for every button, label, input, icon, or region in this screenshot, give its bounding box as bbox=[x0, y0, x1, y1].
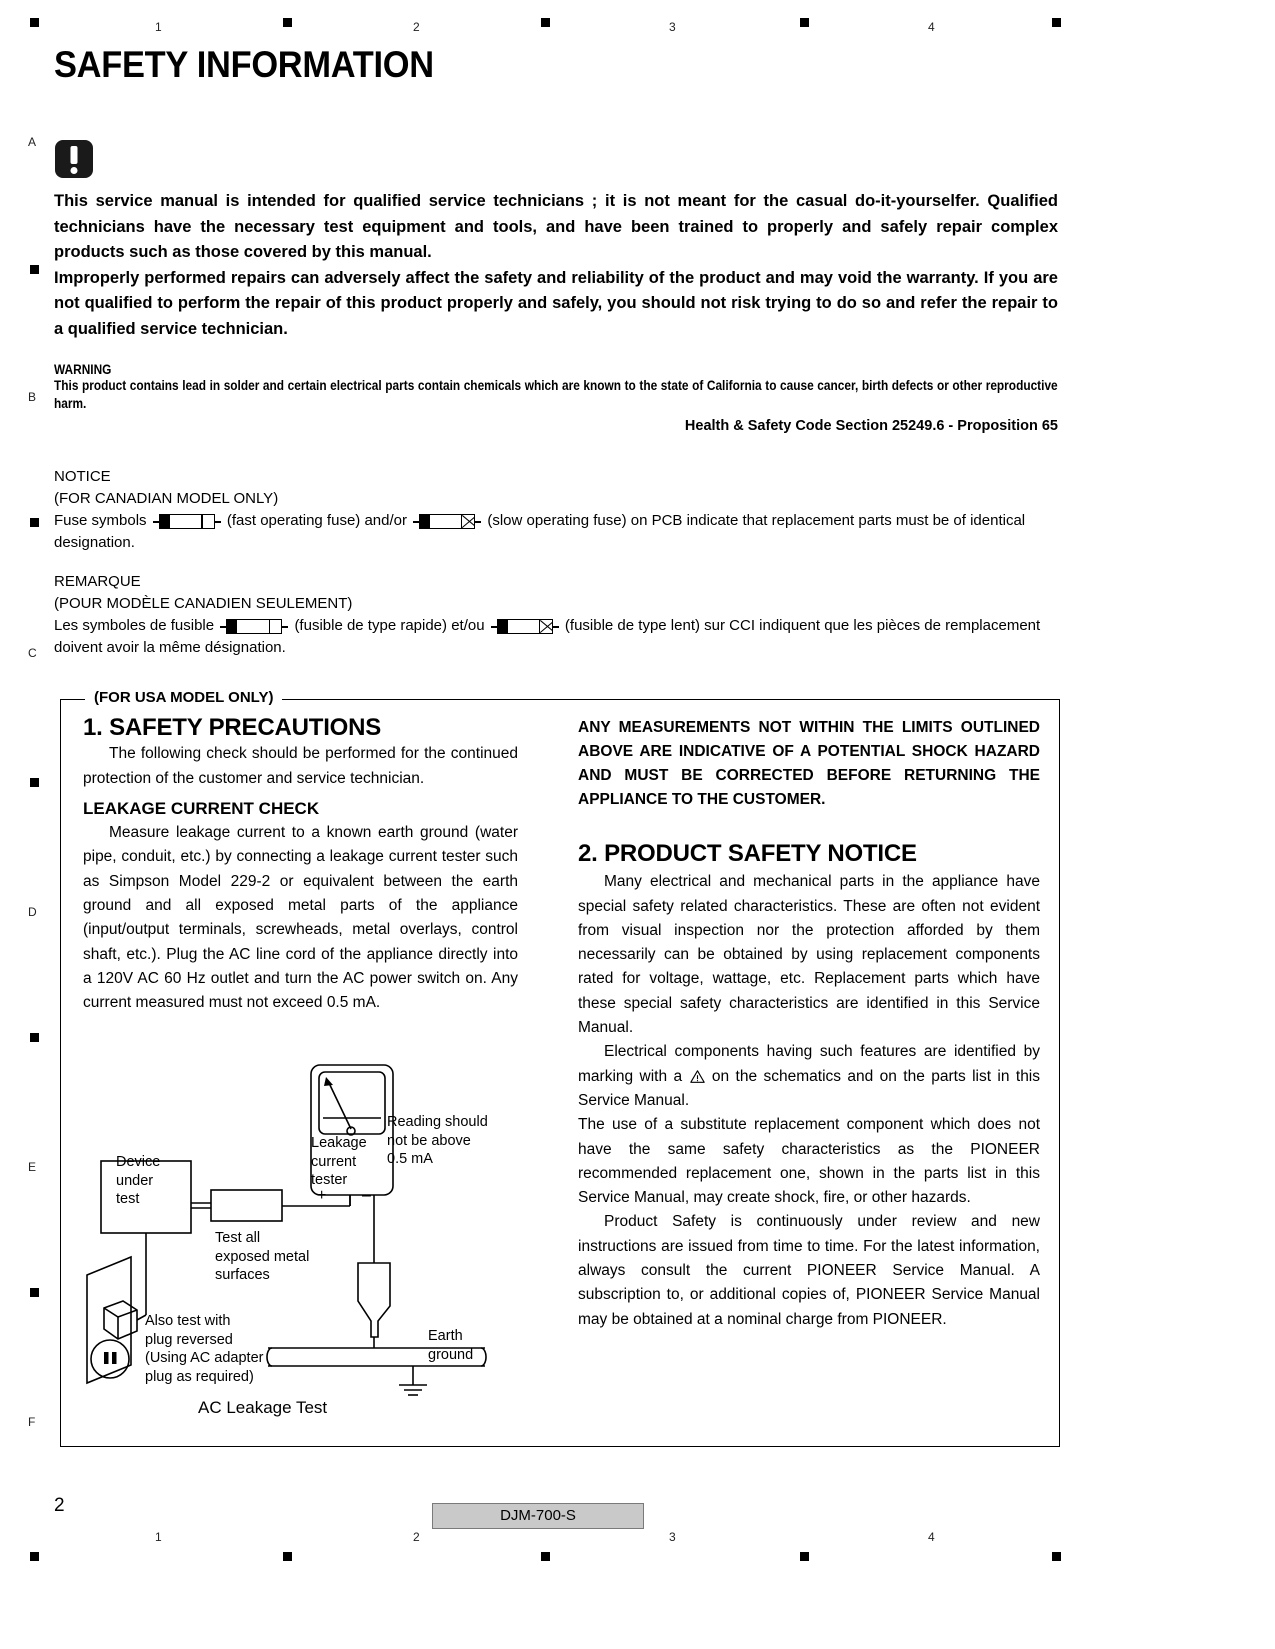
notice-fr-text-4: de remplacement doivent avoir la même désignation. bbox=[54, 617, 1041, 656]
page-number: 2 bbox=[54, 1495, 65, 1516]
notice-fr-subheading: (POUR MODÈLE CANADIEN SEULEMENT) bbox=[54, 595, 353, 612]
intro-paragraph-1: This service manual is intended for qualified service technicians ; it is not meant for the casual do-it-yourselfer. Qualified technicians have the necessary test equipment and tools, and have been trained to properly and safely repair complex products such as those covered by this manual. bbox=[54, 192, 1058, 261]
slow-fuse-symbol-icon bbox=[491, 619, 559, 634]
registration-mark bbox=[30, 778, 39, 787]
plug-reversed-label: Also test with plug reversed (Using AC adapter plug as required) bbox=[145, 1313, 264, 1385]
fast-fuse-symbol-icon bbox=[220, 619, 288, 634]
section-2-paragraph-3: The use of a substitute replacement component which does not have the same safety characteristics as the PIONEER recommended replacement one, shown in the parts list in this Service Manual, may create shock, fire, or other hazards. bbox=[578, 1116, 1040, 1207]
column-right bbox=[578, 716, 1040, 1332]
warning-triangle-icon bbox=[690, 1070, 705, 1083]
registration-mark bbox=[541, 18, 550, 27]
notice-fr-text-2: (fusible de type rapide) et/ou bbox=[294, 617, 485, 634]
section-2-paragraph-1: Many electrical and mechanical parts in the appliance have special safety related characteristics. These are often not evident from visual inspection nor the protection afforded by them necessarily can be obtained by using replacement components rated for voltage, wattage, etc. Replacement parts which have these special safety characteristics are identified in this Service Manual. bbox=[578, 873, 1040, 1037]
device-under-test-label: Device under test bbox=[116, 1154, 161, 1207]
registration-mark bbox=[283, 18, 292, 27]
section-2-paragraph-2-before: Electrical components having such features are identified by marking with a bbox=[578, 1043, 1040, 1085]
measurement-warning-text: ANY MEASUREMENTS NOT WITHIN THE LIMITS OUTLINED ABOVE ARE INDICATIVE OF A POTENTIAL SHOCK HAZARD AND MUST BE CORRECTED BEFORE RETURNING THE APPLIANCE TO THE CUSTOMER. bbox=[578, 719, 1040, 808]
registration-mark bbox=[800, 18, 809, 27]
fast-fuse-symbol-icon bbox=[153, 514, 221, 529]
slow-fuse-symbol-icon bbox=[413, 514, 481, 529]
row-letter-f: F bbox=[28, 1415, 36, 1429]
section-2-paragraph-2 bbox=[578, 1040, 1040, 1113]
intro-block bbox=[54, 189, 1058, 342]
registration-mark bbox=[30, 518, 39, 527]
section-2-paragraph-4: Product Safety is continuously under review and new instructions are issued from time to time. For the latest information, always consult the current PIONEER Service Manual. A subscription to, or additional copies of, PIONEER Service Manual may be obtained at a nominal charge from PIONEER. bbox=[578, 1213, 1040, 1328]
row-letter-a: A bbox=[28, 135, 37, 149]
test-all-surfaces-label: Test all exposed metal surfaces bbox=[215, 1230, 310, 1283]
row-letter-b: B bbox=[28, 390, 37, 404]
column-number-2-bottom: 2 bbox=[413, 1530, 420, 1544]
registration-mark bbox=[30, 265, 39, 274]
registration-mark bbox=[30, 1033, 39, 1042]
notice-en-text-4: be of identical designation. bbox=[54, 512, 1026, 551]
intro-paragraph-2: Improperly performed repairs can adversely affect the safety and reliability of the product and may void the warranty. If you are not qualified to perform the repair of this product properly and safely, you should not risk trying to do so and refer the repair to a qualified service technician. bbox=[54, 268, 1058, 338]
terminal-minus-label: – bbox=[362, 1187, 371, 1204]
section-2-paragraph-2-after: on the schematics and on the parts list in this Service Manual. bbox=[578, 1067, 1041, 1109]
earth-ground-label: Earth ground bbox=[428, 1328, 474, 1363]
notice-canadian-fr bbox=[54, 571, 1064, 659]
column-left bbox=[83, 716, 518, 1016]
notice-fr-heading: REMARQUE bbox=[54, 573, 141, 590]
registration-mark bbox=[541, 1552, 550, 1561]
exclamation-bar bbox=[71, 146, 78, 164]
leakage-current-tester-label: Leakage current tester bbox=[311, 1135, 367, 1188]
registration-mark bbox=[30, 18, 39, 27]
section-2-heading: 2. PRODUCT SAFETY NOTICE bbox=[578, 840, 917, 867]
model-badge: DJM-700-S bbox=[432, 1503, 644, 1529]
column-number-4-bottom: 4 bbox=[928, 1530, 935, 1544]
leakage-current-check-heading: LEAKAGE CURRENT CHECK bbox=[83, 798, 320, 818]
warning-heading: WARNING bbox=[54, 362, 112, 377]
exclamation-dot bbox=[71, 167, 78, 174]
notice-canadian-en bbox=[54, 466, 1064, 554]
registration-mark bbox=[800, 1552, 809, 1561]
notice-en-text-1: Fuse symbols bbox=[54, 512, 147, 529]
usa-model-box-legend: (FOR USA MODEL ONLY) bbox=[85, 689, 282, 706]
registration-mark bbox=[1052, 1552, 1061, 1561]
warning-body: This product contains lead in solder and certain electrical parts contain chemicals which are known to the state of California to cause cancer, birth defects or other reproductive harm. bbox=[54, 378, 1058, 411]
column-number-3-bottom: 3 bbox=[669, 1530, 676, 1544]
notice-fr-text-3: (fusible de type lent) sur CCI indiquent que les pièces bbox=[564, 617, 921, 634]
terminal-plus-label: + bbox=[317, 1187, 327, 1204]
column-number-1: 1 bbox=[155, 20, 162, 34]
registration-mark bbox=[1052, 18, 1061, 27]
notice-fr-text-1: Les symboles de fusible bbox=[54, 617, 215, 634]
column-number-3: 3 bbox=[669, 20, 676, 34]
column-number-4: 4 bbox=[928, 20, 935, 34]
exclamation-badge-icon bbox=[55, 140, 93, 178]
registration-mark bbox=[30, 1288, 39, 1297]
notice-en-text-2: (fast operating fuse) and/or bbox=[226, 512, 407, 529]
section-1-heading: 1. SAFETY PRECAUTIONS bbox=[83, 714, 382, 741]
column-number-1-bottom: 1 bbox=[155, 1530, 162, 1544]
leakage-current-check-body: Measure leakage current to a known earth ground (water pipe, conduit, etc.) by connecting a leakage current tester such as Simpson Model 229-2 or equivalent between the earth ground and all exposed metal parts of the appliance (input/output terminals, screwheads, metal overlays, control shaft, etc.). Plug the AC line cord of the appliance directly into a 120V AC 60 Hz outlet and turn the AC power switch on. Any current measured must not exceed 0.5 mA. bbox=[83, 824, 518, 1012]
registration-mark bbox=[283, 1552, 292, 1561]
page-title: SAFETY INFORMATION bbox=[54, 44, 434, 85]
section-1-intro: The following check should be performed for the continued protection of the customer and service technician. bbox=[83, 745, 518, 787]
column-number-2: 2 bbox=[413, 20, 420, 34]
reading-limit-label: Reading should not be above 0.5 mA bbox=[387, 1114, 488, 1167]
row-letter-c: C bbox=[28, 646, 37, 660]
diagram-caption: AC Leakage Test bbox=[198, 1398, 328, 1417]
notice-en-subheading: (FOR CANADIAN MODEL ONLY) bbox=[54, 490, 279, 507]
notice-en-heading: NOTICE bbox=[54, 468, 111, 485]
row-letter-d: D bbox=[28, 905, 37, 919]
notice-en-text-3: (slow operating fuse) on PCB indicate that replacement parts must bbox=[487, 512, 929, 529]
registration-mark bbox=[30, 1552, 39, 1561]
warning-code-reference: Health & Safety Code Section 25249.6 - Proposition 65 bbox=[684, 418, 1058, 434]
warning-block bbox=[54, 362, 1058, 413]
row-letter-e: E bbox=[28, 1160, 37, 1174]
